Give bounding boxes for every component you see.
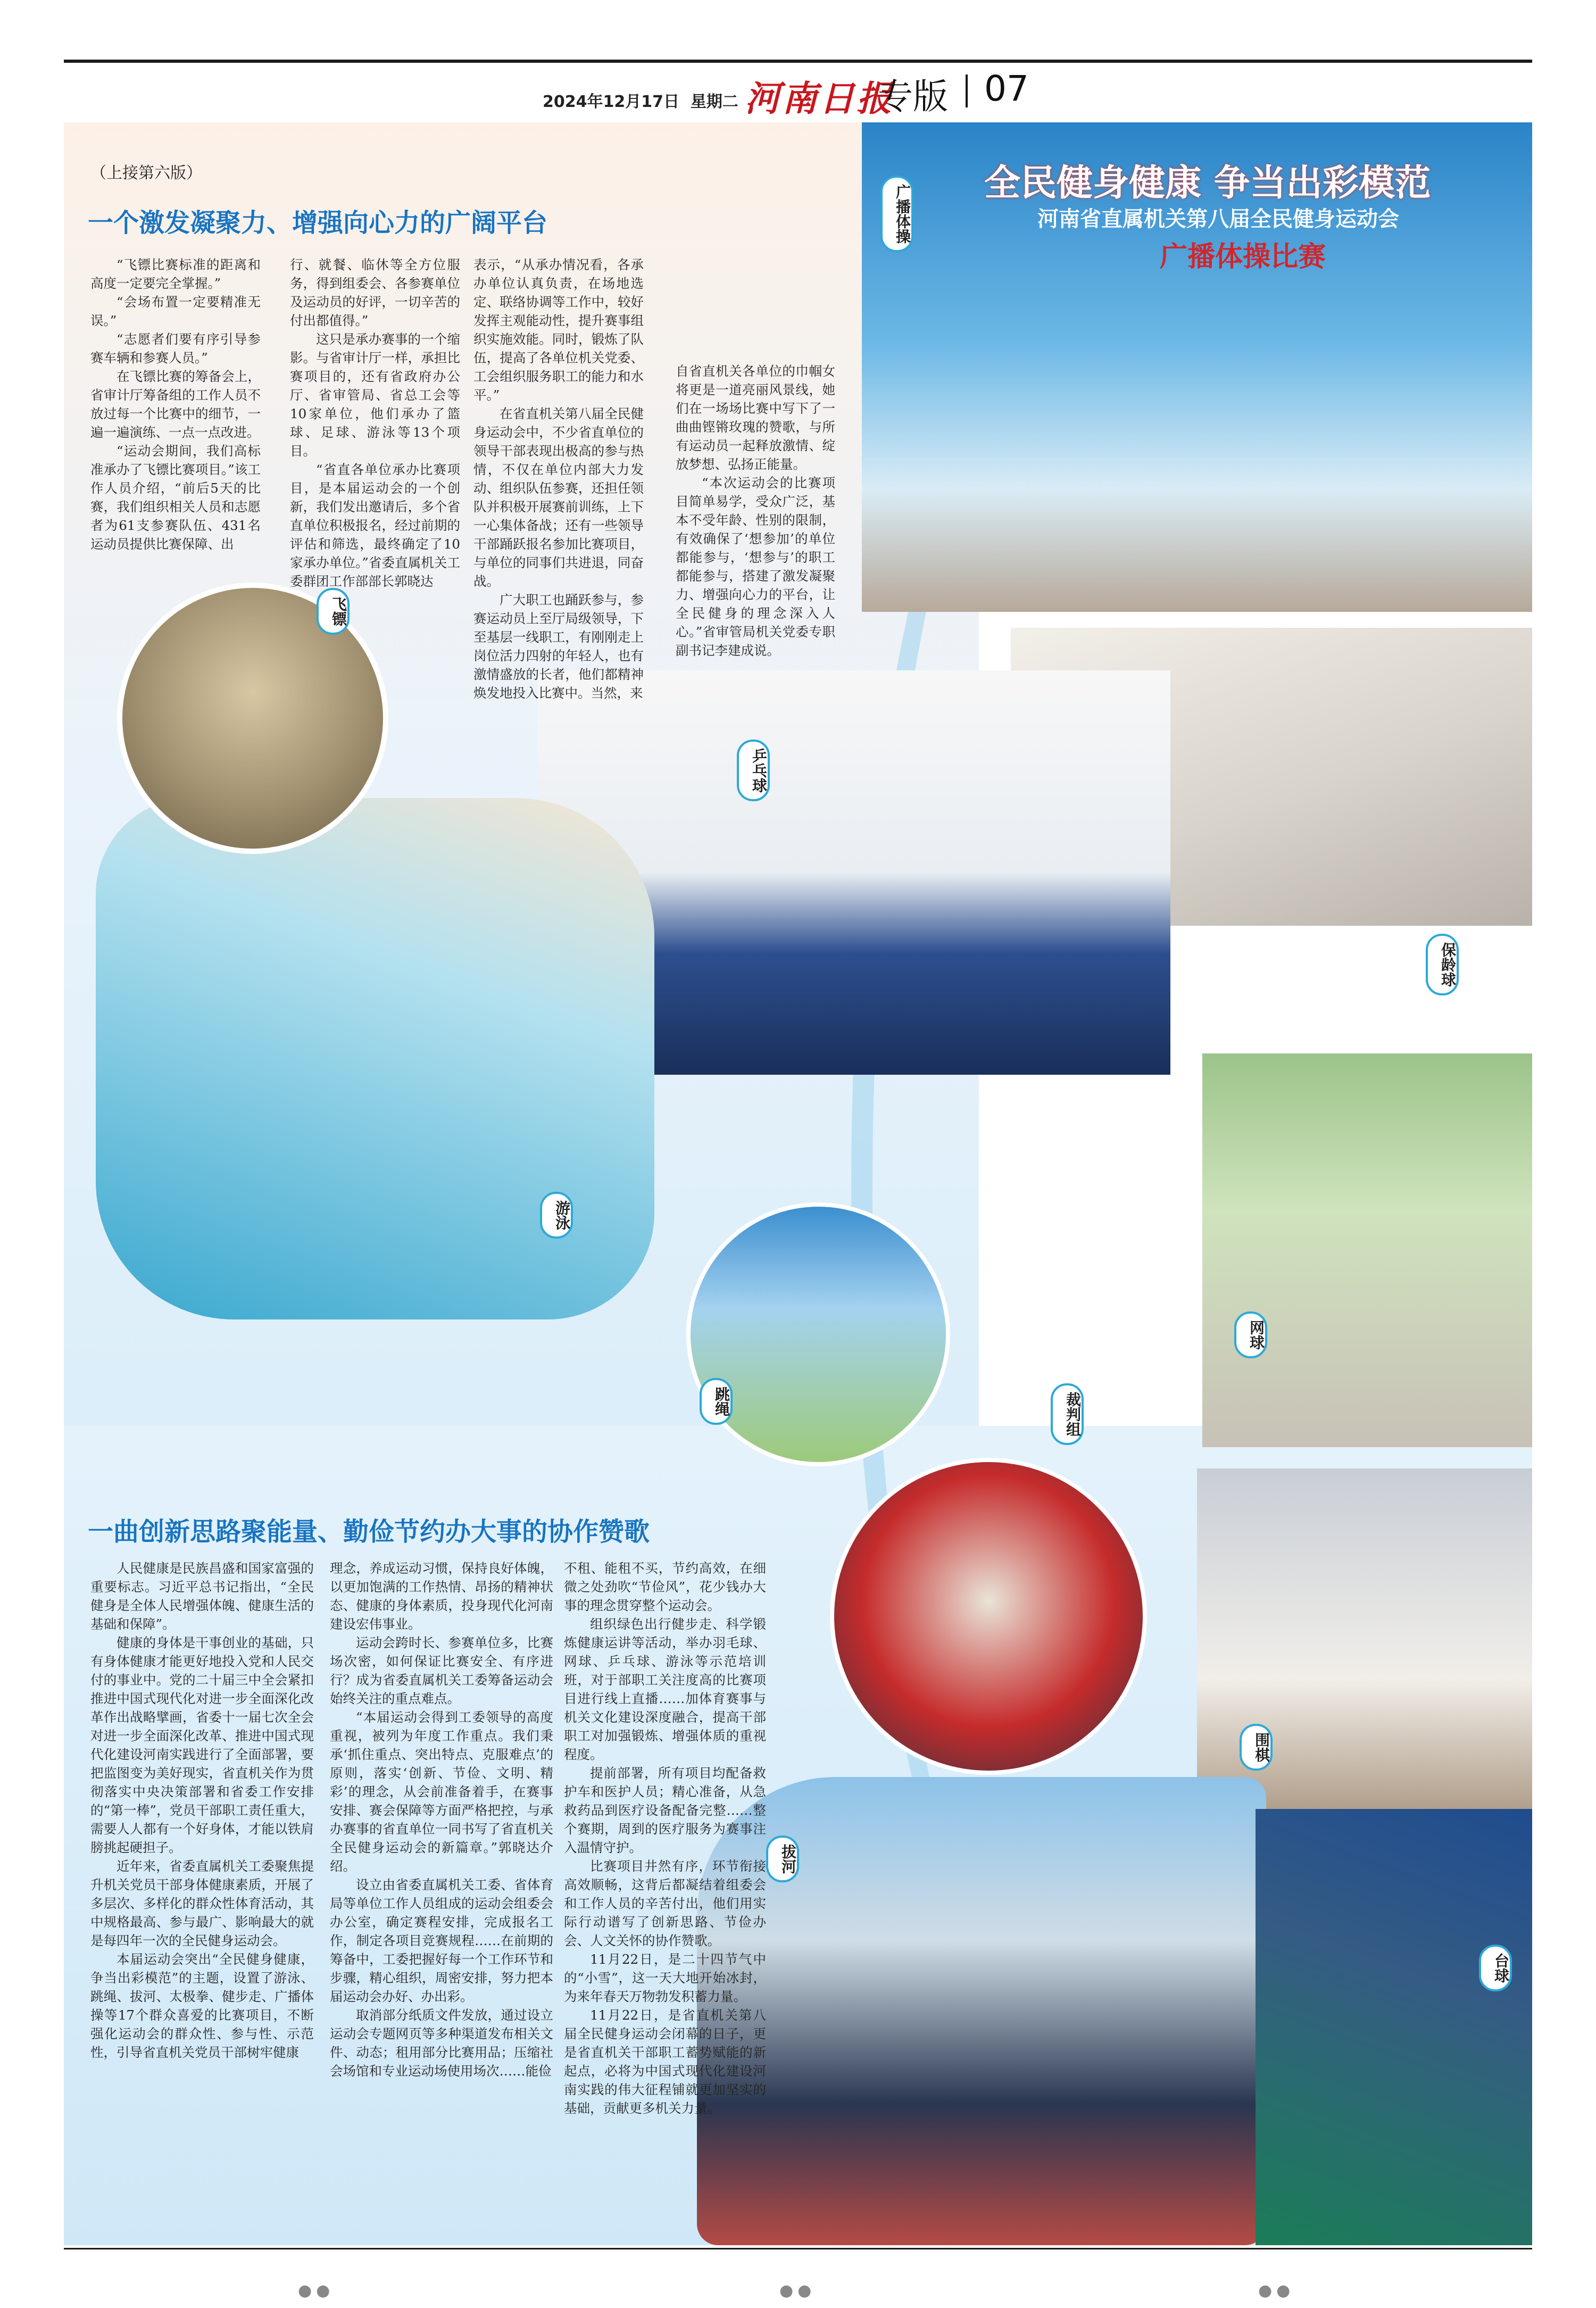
page-number: 07 [984,68,1029,109]
article1-column-1 [90,255,261,553]
paragraph: 提前部署，所有项目均配备救护车和医护人员；精心准备，从急救药品到医疗设备配备完整……整个赛期，周到的医疗服务为赛事注入温情守护。 [564,1765,766,1855]
article2-column-2 [330,1559,553,2080]
paragraph: “会场布置一定要精准无误。” [90,294,261,328]
bottom-rule [64,2248,1532,2249]
paragraph: 近年来，省委直属机关工委聚焦提升机关党员干部身体健康素质，开展了多层次、多样化的群众性体育活动，其中规格最高、参与最广、影响最大的就是每四年一次的全民健身运动会。 [90,1858,314,1948]
tag-rope: 跳绳 [700,1378,733,1425]
tag-swim: 游泳 [540,1192,573,1239]
paragraph: 在省直机关第八届全民健身运动会中，不少省直单位的领导干部表现出极高的参与热情，不仅在单位内部大力发动、组织队伍参赛，还担任领队并积极开展赛前训练，上下一心集体备战；还有一些领导干部踊跃报名参加比赛项目，与单位的同事们共进退，同奋战。 [473,406,644,589]
paragraph: 这只是承办赛事的一个缩影。与省审计厅一样，承担比赛项目的，还有省政府办公厅、省审管局、省总工会等10家单位，他们承办了篮球、足球、游泳等13个项目。 [290,331,460,459]
footer-dots-icon: ●● [298,2281,335,2300]
photo-tennis [1202,1053,1532,1447]
paragraph: “运动会期间，我们高标准承办了飞镖比赛项目。”该工作人员介绍，“前后5天的比赛，我们组织相关人员和志愿者为61支参赛队伍、431名运动员提供比赛保障、出 [90,443,261,552]
article1-column-3 [473,255,644,702]
footer-dots-icon: ●● [1258,2281,1295,2300]
paragraph: 广大职工也踊跃参与，参赛运动员上至厅局级领导，下至基层一线职工，有刚刚走上岗位活力四射的年轻人，也有激情盛放的长者，他们都精神焕发地投入比赛中。当然，来 [473,592,644,701]
paragraph: 11月22日，是省直机关第八届全民健身运动会闭幕的日子，更是省直机关干部职工蓄势赋能的新起点，必将为中国式现代化建设河南实践的伟大征程铺就更加坚实的基础，贡献更多机关力量。 [564,2007,766,2116]
photo-swimming [96,798,654,1319]
paragraph: 健康的身体是干事创业的基础，只有身体健康才能更好地投入党和人民交付的事业中。党的二十届三中全会紧扣推进中国式现代化对进一步全面深化改革作出战略擘画，省委十一届七次全会对进一步全面深化改革、推进中国式现代化建设河南实践进行了全面部署，要把监图变为美好现实，省直机关作为贯彻落实中央决策部署和省委工作安排的“第一棒”，党员干部职工责任重大，需要人人都有一个好身体，才能以铁肩膀挑起硬担子。 [90,1635,314,1855]
paragraph: “本届运动会得到工委领导的高度重视，被列为年度工作重点。我们秉承‘抓住重点、突出特点、克服难点’的原则，落实‘创新、节俭、文明、精彩’的理念，从会前准备着手，在赛事安排、赛会保障等方面严格把控，与承办赛事的省直单位一同书写了省直机关全民健身运动会的新篇章。”郭晓达介绍。 [330,1709,553,1874]
photo-rope-skipping [686,1202,950,1466]
paragraph: 本届运动会突出“全民健身健康，争当出彩模范”的主题，设置了游泳、跳绳、拔河、太极拳、健步走、广播体操等17个群众喜爱的比赛项目，不断强化运动会的群众性、参与性、示范性，引导省直机关党员干部树牢健康 [90,1952,314,2060]
paragraph: 11月22日，是二十四节气中的“小雪”，这一天大地开始冰封，为来年春天万物勃发积蓄力量。 [564,1952,766,2004]
paragraph: 不租、能租不买，节约高效，在细微之处劲吹“节俭风”，花少钱办大事的理念贯穿整个运动会。 [564,1560,766,1613]
paragraph: 比赛项目井然有序，环节衔接高效顺畅，这背后都凝结着组委会和工作人员的辛苦付出，他们用实际行动谱写了创新思路、节俭办会、人文关怀的协作赞歌。 [564,1858,766,1948]
article1-headline: 一个激发凝聚力、增强向心力的广阔平台 [88,208,548,238]
tag-billiard: 台球 [1479,1945,1512,1991]
photo-billiards [1256,1809,1532,2245]
paragraph: 取消部分纸质文件发放，通过设立运动会专题网页等多种渠道发布相关文件、动态；租用部分比赛用品；压缩社会场馆和专业运动场使用场次……能俭 [330,2007,553,2079]
paragraph: 表示，“从承办情况看，各承办单位认真负责，在场地选定、联络协调等工作中，较好发挥主观能动性，提升赛事组织实施效能。同时，锻炼了队伍，提高了各单位机关党委、工会组织服务职工的能力和水平。” [473,257,644,403]
tag-go: 围棋 [1240,1724,1273,1771]
article2-column-3 [564,1559,766,2118]
tag-broadcast: 广播体操 [880,176,913,252]
footer-dots-icon: ●● [779,2281,816,2300]
paragraph: 组织绿色出行健步走、科学锻炼健康运讲等活动，举办羽毛球、网球、乒乓球、游泳等示范培训班，对于部职工关注度高的比赛项目进行线上直播……加体育赛事与机关文化建设深度融合，提高干部职工对加强锻炼、增强体质的重视程度。 [564,1616,766,1762]
tag-referee: 裁判组 [1051,1383,1084,1445]
banner-slogan: 全民健身健康 争当出彩模范 [984,162,1431,204]
tag-pingpong: 乒乓球 [737,740,770,801]
top-rule [64,60,1532,63]
paragraph: “志愿者们要有序引导参赛车辆和参赛人员。” [90,331,261,366]
continuation-kicker: （上接第六版） [90,164,202,182]
article1-column-4 [676,362,835,660]
section-label: 专版 [878,76,948,117]
tag-dart: 飞镖 [317,588,350,635]
paragraph: “本次运动会的比赛项目简单易学，受众广泛，基本不受年龄、性别的限制，有效确保了‘想参加’的单位都能参与，‘想参与’的职工都能参与，搭建了激发凝聚力、增强向心力的平台，让全民健身的理念深入人心。”省审管局机关党委专职副书记李建成说。 [676,475,835,658]
header-separator [966,74,968,107]
banner-competition: 广播体操比赛 [1160,241,1326,273]
photo-referee-team [830,1458,1147,1775]
paragraph: 运动会跨时长、参赛单位多，比赛场次密，如何保证比赛安全、有序进行？成为省委直属机关工委筹备运动会始终关注的重点难点。 [330,1635,553,1706]
tag-bowling: 保龄球 [1426,934,1459,995]
paragraph: 在飞镖比赛的筹备会上，省审计厅筹备组的工作人员不放过每一个比赛中的细节，一遍一遍演练、一点一点改进。 [90,369,261,440]
paragraph: 自省直机关各单位的巾帼女将更是一道亮丽风景线，她们在一场场比赛中写下了一曲曲铿锵玫瑰的赞歌，与所有运动员一起释放激情、绽放梦想、弘扬正能量。 [676,363,835,472]
paragraph: “飞镖比赛标准的距离和高度一定要完全掌握。” [90,257,261,291]
paragraph: 理念，养成运动习惯，保持良好体魄，以更加饱满的工作热情、昂扬的精神状态、健康的身体素质，投身现代化河南建设宏伟事业。 [330,1560,553,1632]
article2-headline: 一曲创新思路聚能量、勤俭节约办大事的协作赞歌 [88,1517,650,1547]
paragraph: 人民健康是民族昌盛和国家富强的重要标志。习近平总书记指出，“全民健身是全体人民增强体魄、健康生活的基础和保障”。 [90,1560,314,1632]
article2-column-1 [90,1559,314,2062]
paragraph: 设立由省委直属机关工委、省体育局等单位工作人员组成的运动会组委会办公室，确定赛程安排，完成报名工作，制定各项目竞赛规程……在前期的筹备中，工委把握好每一个工作环节和步骤，精心组织，周密安排，努力把本届运动会办好、办出彩。 [330,1877,553,2004]
issue-date: 2024年12月17日 星期二 [543,93,738,111]
paragraph: 行、就餐、临休等全方位服务，得到组委会、各参赛单位及运动员的好评，一切辛苦的付出都值得。” [290,257,460,328]
masthead-logo: 河南日报 [745,78,894,119]
banner-event-name: 河南省直属机关第八届全民健身运动会 [1037,207,1399,231]
tag-tennis: 网球 [1234,1311,1267,1358]
tag-tug: 拔河 [766,1836,799,1882]
paragraph: “省直各单位承办比赛项目，是本届运动会的一个创新，我们发出邀请后，多个省直单位积极报名，经过前期的评估和筛选，最终确定了10家承办单位。”省委直属机关工委群团工作部部长郭晓达 [290,462,460,589]
article1-column-2 [290,255,460,591]
